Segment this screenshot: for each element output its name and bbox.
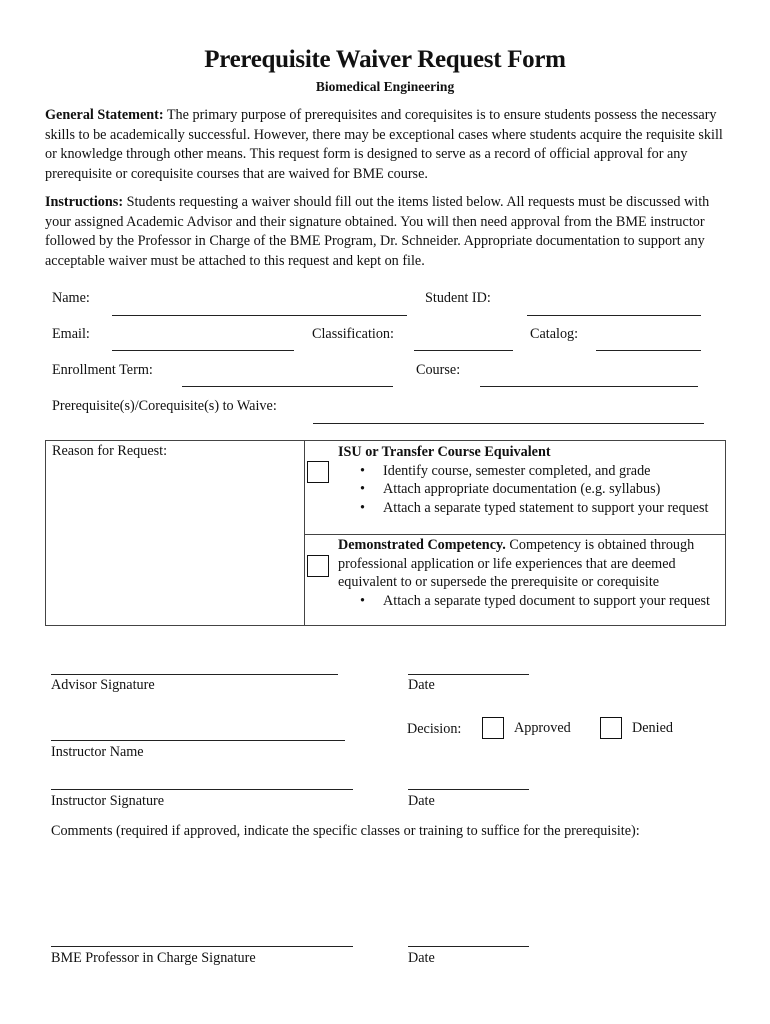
option-isu-transfer [338,443,723,517]
student-id-label: Student ID: [425,290,491,306]
course-field[interactable] [480,386,698,387]
enrollment-term-field[interactable] [182,386,393,387]
name-field[interactable] [112,315,407,316]
table-divider-horizontal [304,534,726,535]
advisor-date-line[interactable] [408,674,529,675]
instructions-label: Instructions: [45,194,124,210]
general-statement-text: The primary purpose of prerequisites and corequisites is to ensure students possess the necessary skills to be academically successful. However, there may be exceptional cases where students acquire the requisite skill or knowledge through other means. This request form is designed to serve as a record of official approval for any prerequisite or corequisite courses that are waived for BME course. [45,107,723,182]
approved-label: Approved [514,720,571,736]
denied-label: Denied [632,720,673,736]
bme-signature-line[interactable] [51,946,353,947]
instructor-signature-line[interactable] [51,789,353,790]
prereq-label: Prerequisite(s)/Corequisite(s) to Waive: [52,398,277,414]
advisor-signature-label: Advisor Signature [51,677,155,693]
comments-label: Comments (required if approved, indicate the specific classes or training to suffice for the prerequisite): [51,823,640,839]
approved-checkbox[interactable] [482,717,504,739]
email-field[interactable] [112,350,294,351]
list-item: • Identify course, semester completed, and grade [338,462,723,481]
table-divider-vertical [304,440,305,626]
instructions-text: Students requesting a waiver should fill out the items listed below. All requests must be discussed with your assigned Academic Advisor and their signature obtained. You will then need approval from the BME instructor followed by the Professor in Charge of the BME Program, Dr. Schneider. Appropriate documentation to support any acceptable waiver must be attached to this request and kept on file. [45,194,710,269]
instructor-date-line[interactable] [408,789,529,790]
catalog-label: Catalog: [530,326,579,342]
enrollment-term-label: Enrollment Term: [52,362,153,378]
decision-label: Decision: [407,721,462,737]
denied-checkbox[interactable] [600,717,622,739]
advisor-date-label: Date [408,677,435,693]
option-competency-list [338,592,723,611]
classification-label: Classification: [312,326,394,342]
instructor-name-label: Instructor Name [51,744,144,760]
student-id-field[interactable] [527,315,701,316]
comments-area[interactable] [51,845,726,940]
option-competency-text: Competency is obtained through professional application or life experiences that are deemed equivalent to or supersede the prerequisite or corequisite [338,537,695,590]
option-competency-paragraph [338,536,723,592]
instructor-signature-label: Instructor Signature [51,793,165,809]
form-subtitle: Biomedical Engineering [315,79,455,94]
catalog-field[interactable] [596,350,701,351]
classification-field[interactable] [414,350,513,351]
option-isu-transfer-list [338,462,723,518]
option-competency-heading: Demonstrated Competency. [338,537,506,553]
general-statement-label: General Statement: [45,107,164,123]
form-title: Prerequisite Waiver Request Form [204,46,566,73]
general-statement [45,106,729,184]
bme-date-label: Date [408,950,435,966]
instructor-date-label: Date [408,793,435,809]
list-item: • Attach a separate typed document to support your request [338,592,723,611]
advisor-signature-line[interactable] [51,674,338,675]
prereq-field[interactable] [313,423,704,424]
bme-signature-label: BME Professor in Charge Signature [51,950,256,966]
name-label: Name: [52,290,90,306]
reason-label: Reason for Request: [52,443,168,459]
list-item: • Attach appropriate documentation (e.g. syllabus) [338,480,723,499]
instructor-name-line[interactable] [51,740,345,741]
bme-date-line[interactable] [408,946,529,947]
instructions [45,193,729,271]
list-item: • Attach a separate typed statement to support your request [338,499,723,518]
option-isu-transfer-heading: ISU or Transfer Course Equivalent [338,444,551,460]
isu-transfer-checkbox[interactable] [307,461,329,483]
course-label: Course: [416,362,461,378]
demonstrated-competency-checkbox[interactable] [307,555,329,577]
email-label: Email: [52,326,90,342]
option-demonstrated-competency [338,536,723,610]
